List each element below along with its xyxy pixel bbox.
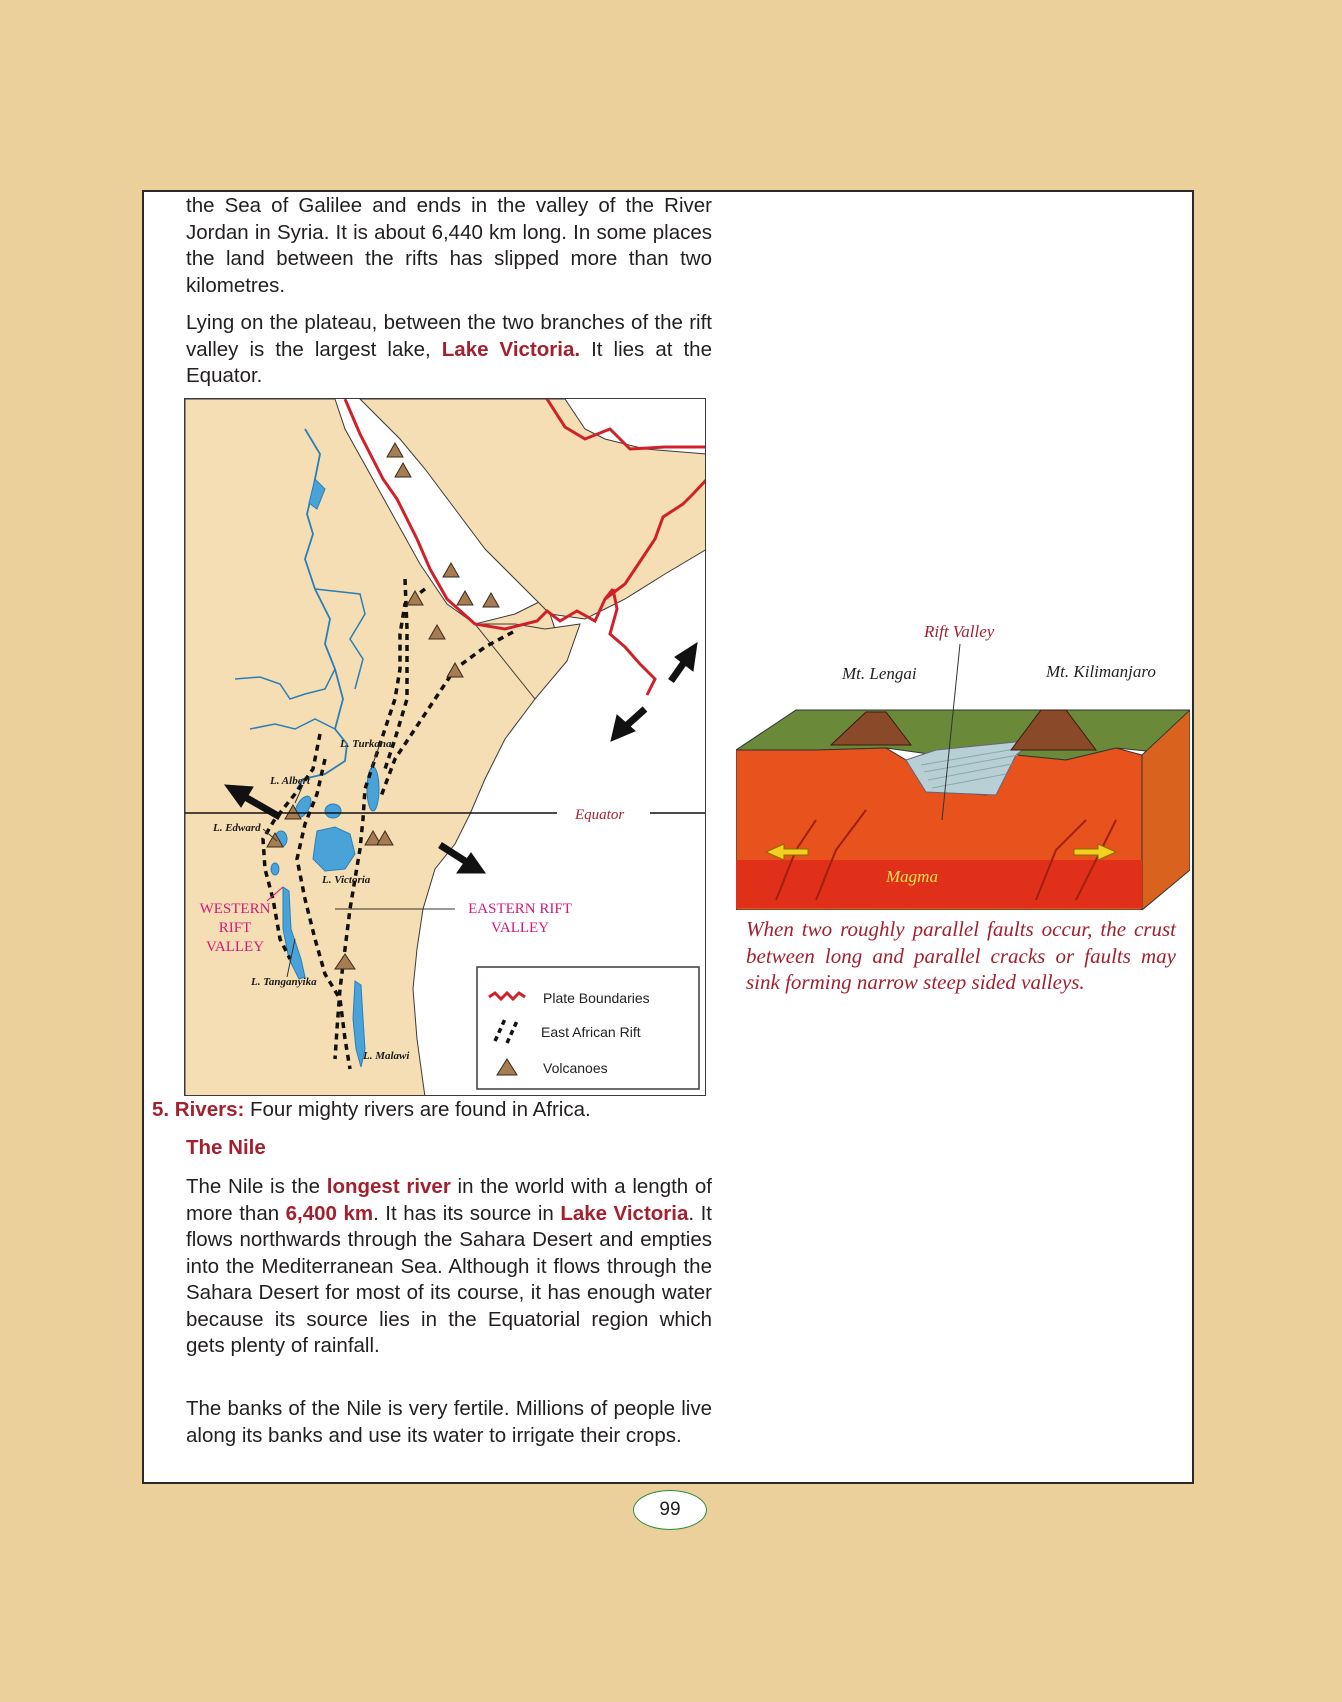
text-span: It lies at the Equator. — [186, 337, 712, 387]
highlight-length: 6,400 km — [285, 1201, 374, 1225]
legend-rift-label: East African Rift — [541, 1024, 641, 1040]
western-rift-label-3: VALLEY — [205, 939, 265, 955]
legend-plate-label: Plate Boundaries — [543, 990, 650, 1006]
western-rift-label-2: RIFT — [218, 920, 252, 936]
rivers-text: Four mighty rivers are found in Africa. — [244, 1098, 591, 1121]
text-span: The Nile is the — [186, 1175, 327, 1198]
eastern-rift-label-1: EASTERN RIFT — [468, 901, 572, 917]
rivers-line — [152, 1098, 591, 1122]
western-rift-label-1: WESTERN — [199, 901, 271, 917]
highlight-lake-victoria: Lake Victoria — [560, 1201, 689, 1225]
volcano-icon — [483, 593, 499, 607]
kilimanjaro-label: Mt. Kilimanjaro — [1046, 662, 1156, 681]
highlight-lake-victoria: Lake Victoria. — [441, 337, 581, 361]
label-malawi: L. Malawi — [363, 1050, 410, 1062]
text-span: in the world with a length of more than — [186, 1175, 713, 1225]
rift-map — [184, 398, 706, 1096]
rift-map-svg — [185, 399, 706, 1096]
intro-paragraph: the Sea of Galilee and ends in the valley of the River Jordan in Syria. It is about 6,440 km long. In some places the land between the rifts has slipped more than two kilometres. — [186, 194, 712, 297]
label-victoria: L. Victoria — [322, 874, 371, 886]
text-span: Lying on the plateau, between the two branches of the rift valley is the largest lake, — [186, 311, 712, 361]
volcano-icon — [443, 563, 459, 577]
volcano-icon — [395, 463, 411, 477]
text-span: . It flows northwards through the Sahara Desert and empties into the Mediterranean Sea. Although it flows through the Sahara Desert for most of its course, it has enough water because its source lies in the Equatorial region which gets plenty of rainfall. — [186, 1201, 712, 1357]
rift-valley-label: Rift Valley — [924, 622, 995, 641]
diagram-caption: When two roughly parallel faults occur, the crust between long and parallel cracks or faults may sink forming narrow steep sided valleys. — [746, 917, 1176, 994]
plate-boundary-south — [610, 589, 655, 695]
label-albert: L. Albert — [270, 775, 310, 787]
nile-paragraph-2: The banks of the Nile is very fertile. Millions of people live along its banks and use its water to irrigate their crops. — [186, 1397, 712, 1447]
legend-volcano-label: Volcanoes — [543, 1060, 608, 1076]
eastern-rift-label-2: VALLEY — [490, 920, 550, 936]
lake-victoria-paragraph — [186, 310, 712, 390]
magma-label: Magma — [886, 867, 938, 886]
page-number: 99 — [633, 1490, 707, 1530]
text-span: . It has its source in — [373, 1201, 561, 1225]
highlight-longest-river: longest river — [326, 1175, 451, 1198]
rift-pointer — [930, 644, 970, 824]
lengai-label: Mt. Lengai — [842, 664, 917, 683]
lake-kyoga-shape — [325, 804, 341, 818]
arrow-ne — [671, 661, 685, 681]
nile-heading: The Nile — [186, 1136, 266, 1159]
equator-label: Equator — [575, 807, 625, 823]
volcano-icon — [387, 443, 403, 457]
label-tanganyika: L. Tanganyika — [251, 976, 317, 988]
section-number: 5. Rivers: — [152, 1098, 245, 1121]
magma-band — [736, 860, 1142, 908]
label-turkana: L. Turkana — [340, 738, 392, 750]
lake-kivu-shape — [271, 863, 279, 875]
label-edward: L. Edward — [213, 822, 261, 834]
nile-paragraph-1 — [186, 1174, 712, 1360]
volcano-icon — [457, 591, 473, 605]
